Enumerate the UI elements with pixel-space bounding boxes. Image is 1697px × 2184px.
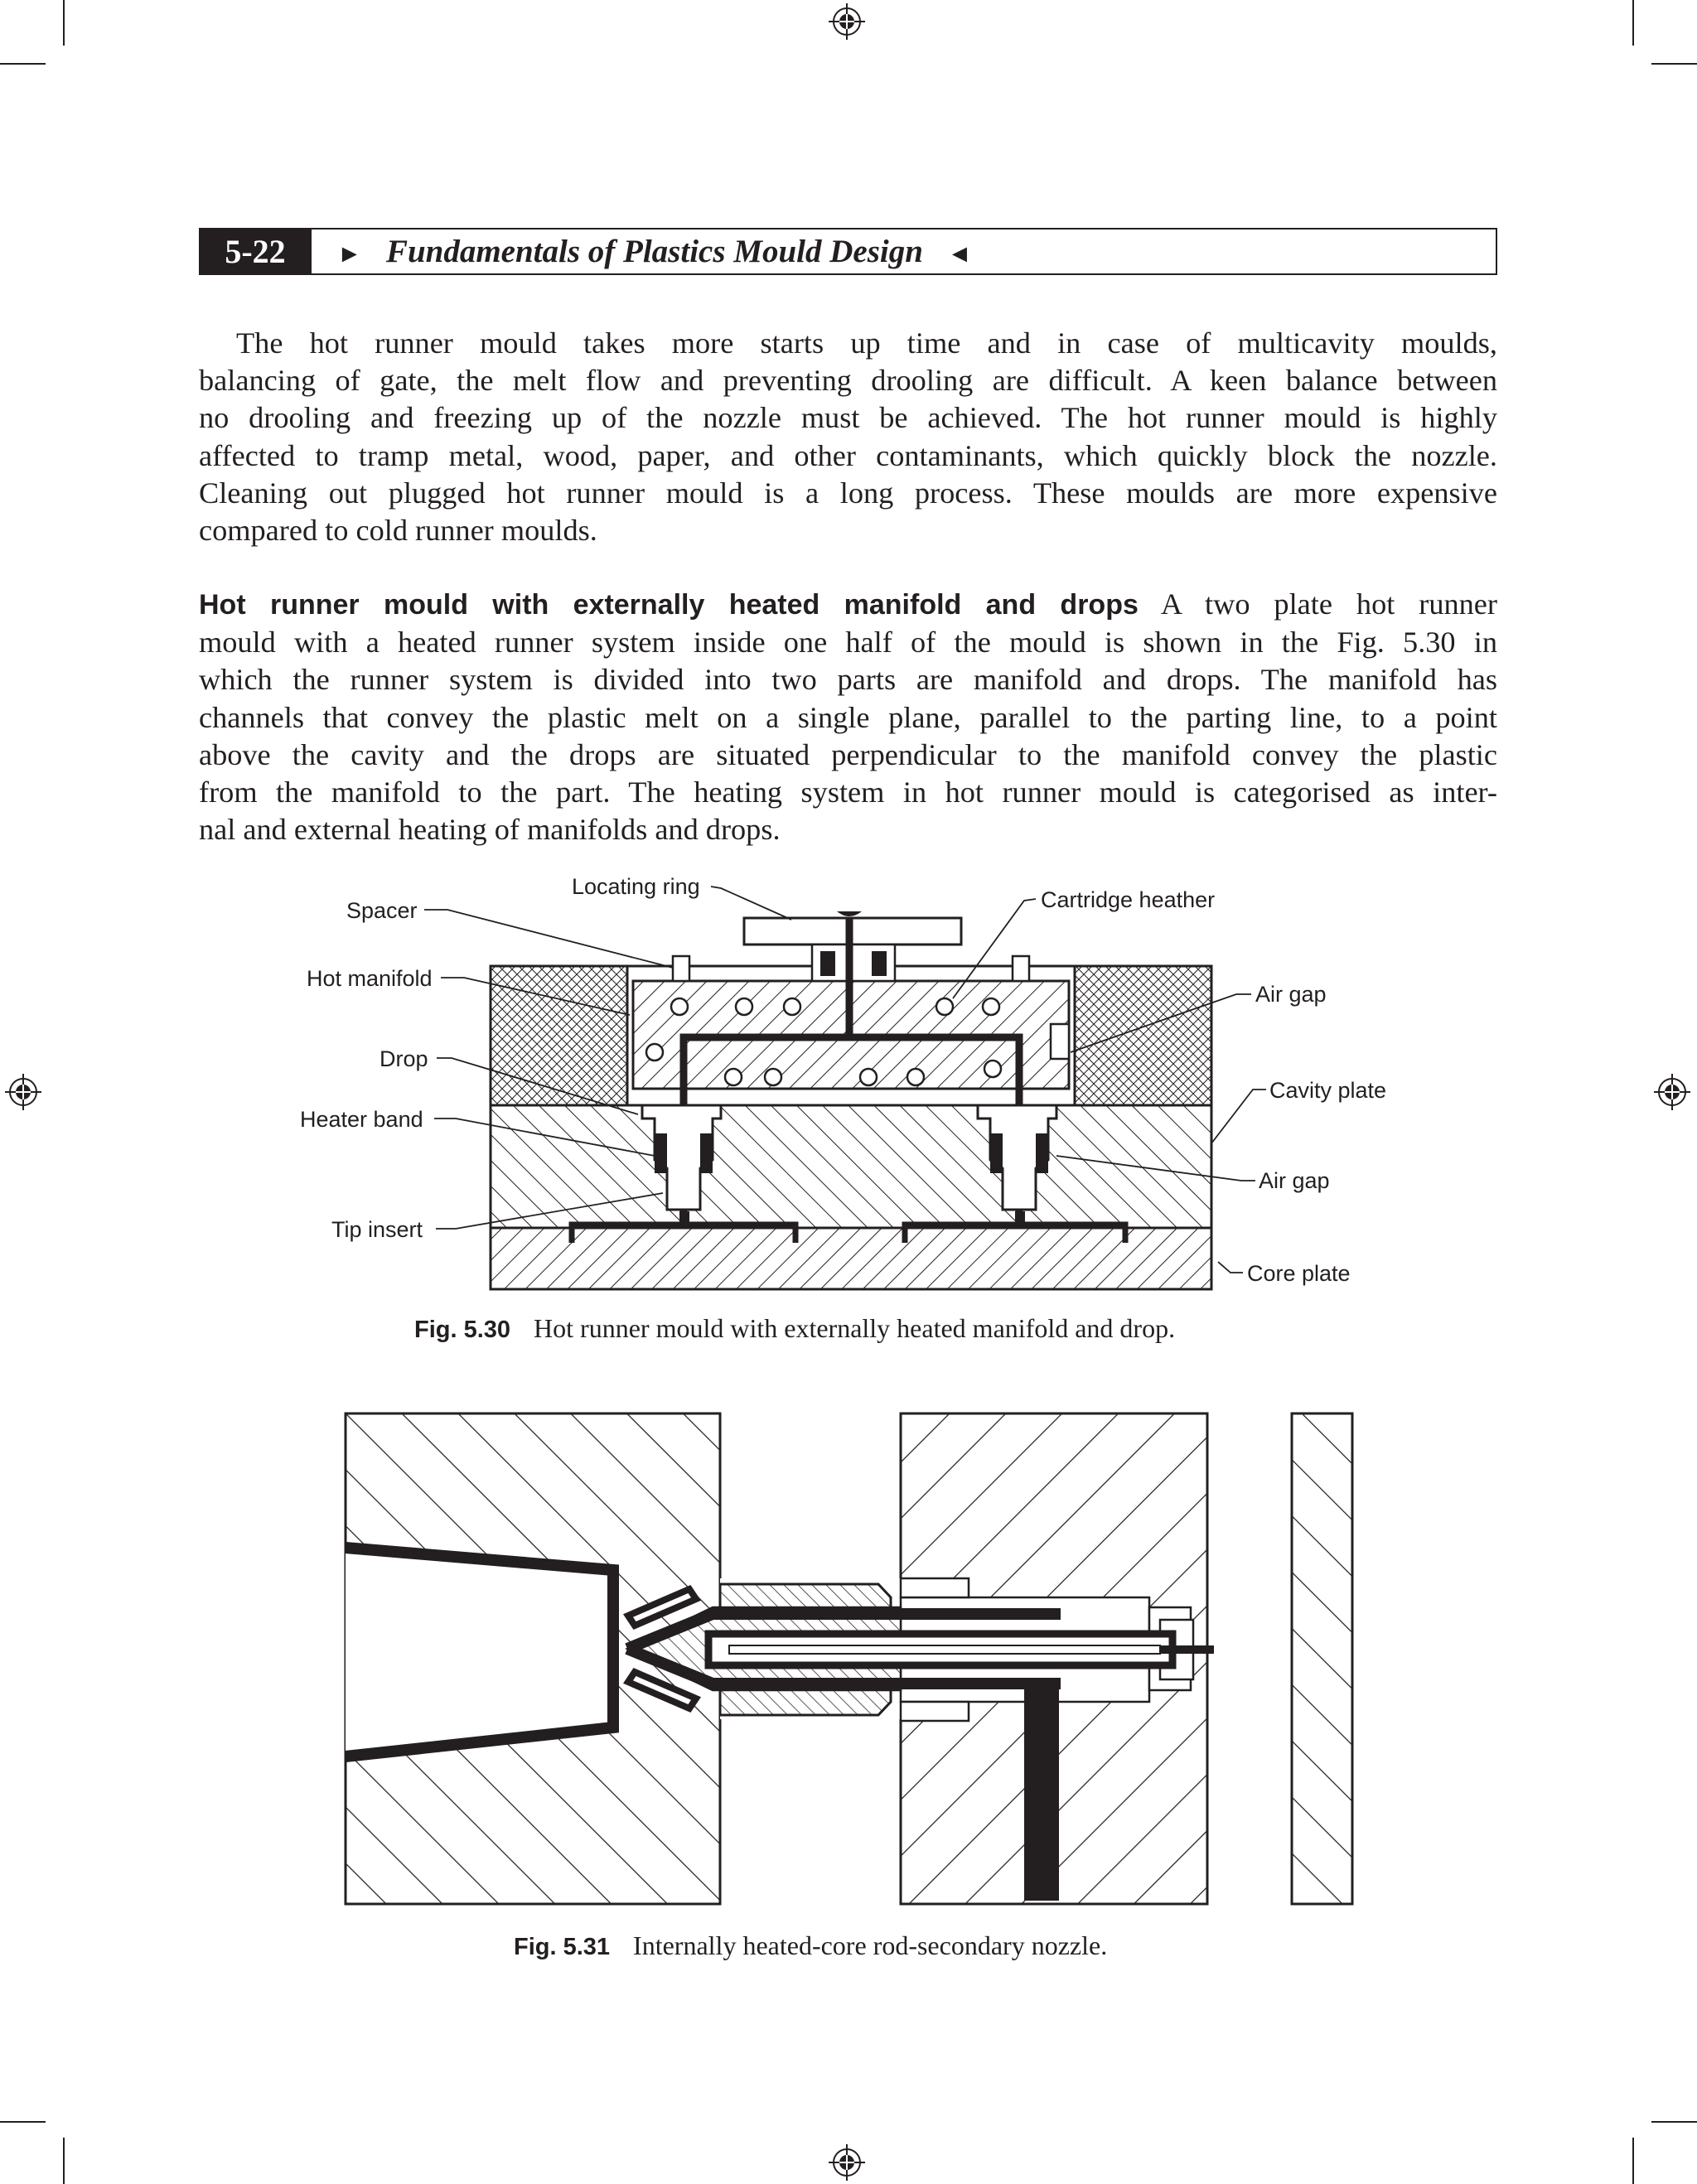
text-line bbox=[199, 586, 1497, 624]
label-hot-manifold: Hot manifold bbox=[307, 966, 433, 991]
cavity-plate bbox=[491, 1105, 1211, 1228]
run-in-heading: Hot runner mould with externally heated manifold and drops bbox=[199, 589, 1139, 621]
label-spacer: Spacer bbox=[346, 898, 418, 923]
running-header bbox=[199, 228, 1497, 275]
caption-text: Internally heated-core rod-secondary nozzle. bbox=[633, 1930, 1108, 1960]
text-line: which the runner system is divided into two parts are manifold and drops. The manifold has bbox=[199, 663, 1497, 697]
spacer-left bbox=[673, 956, 689, 981]
caption-number: Fig. 5.31 bbox=[514, 1934, 611, 1960]
page-number: 5-22 bbox=[199, 228, 312, 275]
registration-mark-left bbox=[5, 1074, 41, 1110]
text-run: A two plate hot runner bbox=[1160, 587, 1497, 621]
insulation-left bbox=[491, 966, 627, 1105]
vertical-runner bbox=[1024, 1684, 1059, 1901]
figure-5-31-diagram bbox=[340, 1408, 1359, 1914]
caption-text: Hot runner mould with externally heated manifold and drop. bbox=[534, 1313, 1176, 1343]
spacer-side bbox=[1051, 1024, 1069, 1059]
right-pointer-icon: ► bbox=[337, 240, 362, 268]
paragraph-hot-runner-drawbacks bbox=[199, 325, 1497, 549]
text-line: balancing of gate, the melt flow and preventing drooling are difficult. A keen balance between bbox=[199, 364, 1497, 398]
registration-mark-right bbox=[1654, 1074, 1690, 1110]
label-air-gap-top: Air gap bbox=[1255, 982, 1327, 1007]
label-locating-ring: Locating ring bbox=[572, 874, 700, 899]
label-heater-band: Heater band bbox=[300, 1107, 423, 1132]
running-title bbox=[337, 230, 972, 273]
label-cartridge-heater: Cartridge heather bbox=[1041, 887, 1216, 912]
label-tip-insert: Tip insert bbox=[331, 1217, 423, 1242]
text-line: above the cavity and the drops are situated perpendicular to the manifold convey the plastic bbox=[199, 737, 1497, 771]
text-line: no drooling and freezing up of the nozzle must be achieved. The hot runner mould is highly bbox=[199, 401, 1497, 435]
label-drop: Drop bbox=[380, 1046, 428, 1071]
leader-spacer bbox=[424, 910, 673, 968]
text-line: compared to cold runner moulds. bbox=[199, 514, 597, 548]
insulation-right bbox=[1075, 966, 1211, 1105]
leader-locating-ring bbox=[711, 887, 791, 920]
figure-5-30-diagram bbox=[282, 866, 1425, 1297]
text-line: mould with a heated runner system inside one half of the mould is shown in the Fig. 5.30 in bbox=[199, 626, 1497, 660]
text-line: channels that convey the plastic melt on a single plane, parallel to the parting line, to a point bbox=[199, 700, 1497, 734]
figure-5-30-caption bbox=[414, 1313, 1175, 1344]
label-air-gap-bottom: Air gap bbox=[1259, 1168, 1330, 1193]
book-title: Fundamentals of Plastics Mould Design bbox=[385, 234, 923, 269]
left-pointer-icon: ◄ bbox=[947, 240, 972, 268]
spacer-right bbox=[1013, 956, 1029, 981]
leader-cavity-plate bbox=[1211, 1090, 1266, 1143]
back-plate bbox=[1292, 1413, 1352, 1904]
registration-mark-top bbox=[829, 3, 865, 40]
figure-5-31-caption bbox=[514, 1930, 1107, 1961]
registration-mark-bottom bbox=[829, 2144, 865, 2181]
text-line: from the manifold to the part. The heating system in hot runner mould is categorised as inter- bbox=[199, 776, 1497, 809]
text-line: Cleaning out plugged hot runner mould is a long process. These moulds are more expensive bbox=[199, 476, 1497, 510]
core-plate bbox=[491, 1228, 1211, 1289]
leader-core-plate bbox=[1218, 1262, 1243, 1273]
text-line: The hot runner mould takes more starts up time and in case of multicavity moulds, bbox=[236, 326, 1497, 360]
label-core-plate: Core plate bbox=[1247, 1261, 1351, 1286]
text-line: affected to tramp metal, wood, paper, and other contaminants, which quickly block the nozzle. bbox=[199, 438, 1497, 472]
paragraph-externally-heated-manifold bbox=[199, 586, 1497, 848]
text-line: nal and external heating of manifolds and drops. bbox=[199, 813, 781, 847]
part-cavity bbox=[346, 1548, 613, 1756]
heater-lead bbox=[1160, 1645, 1214, 1654]
caption-number: Fig. 5.30 bbox=[414, 1317, 511, 1343]
label-cavity-plate: Cavity plate bbox=[1269, 1078, 1387, 1103]
